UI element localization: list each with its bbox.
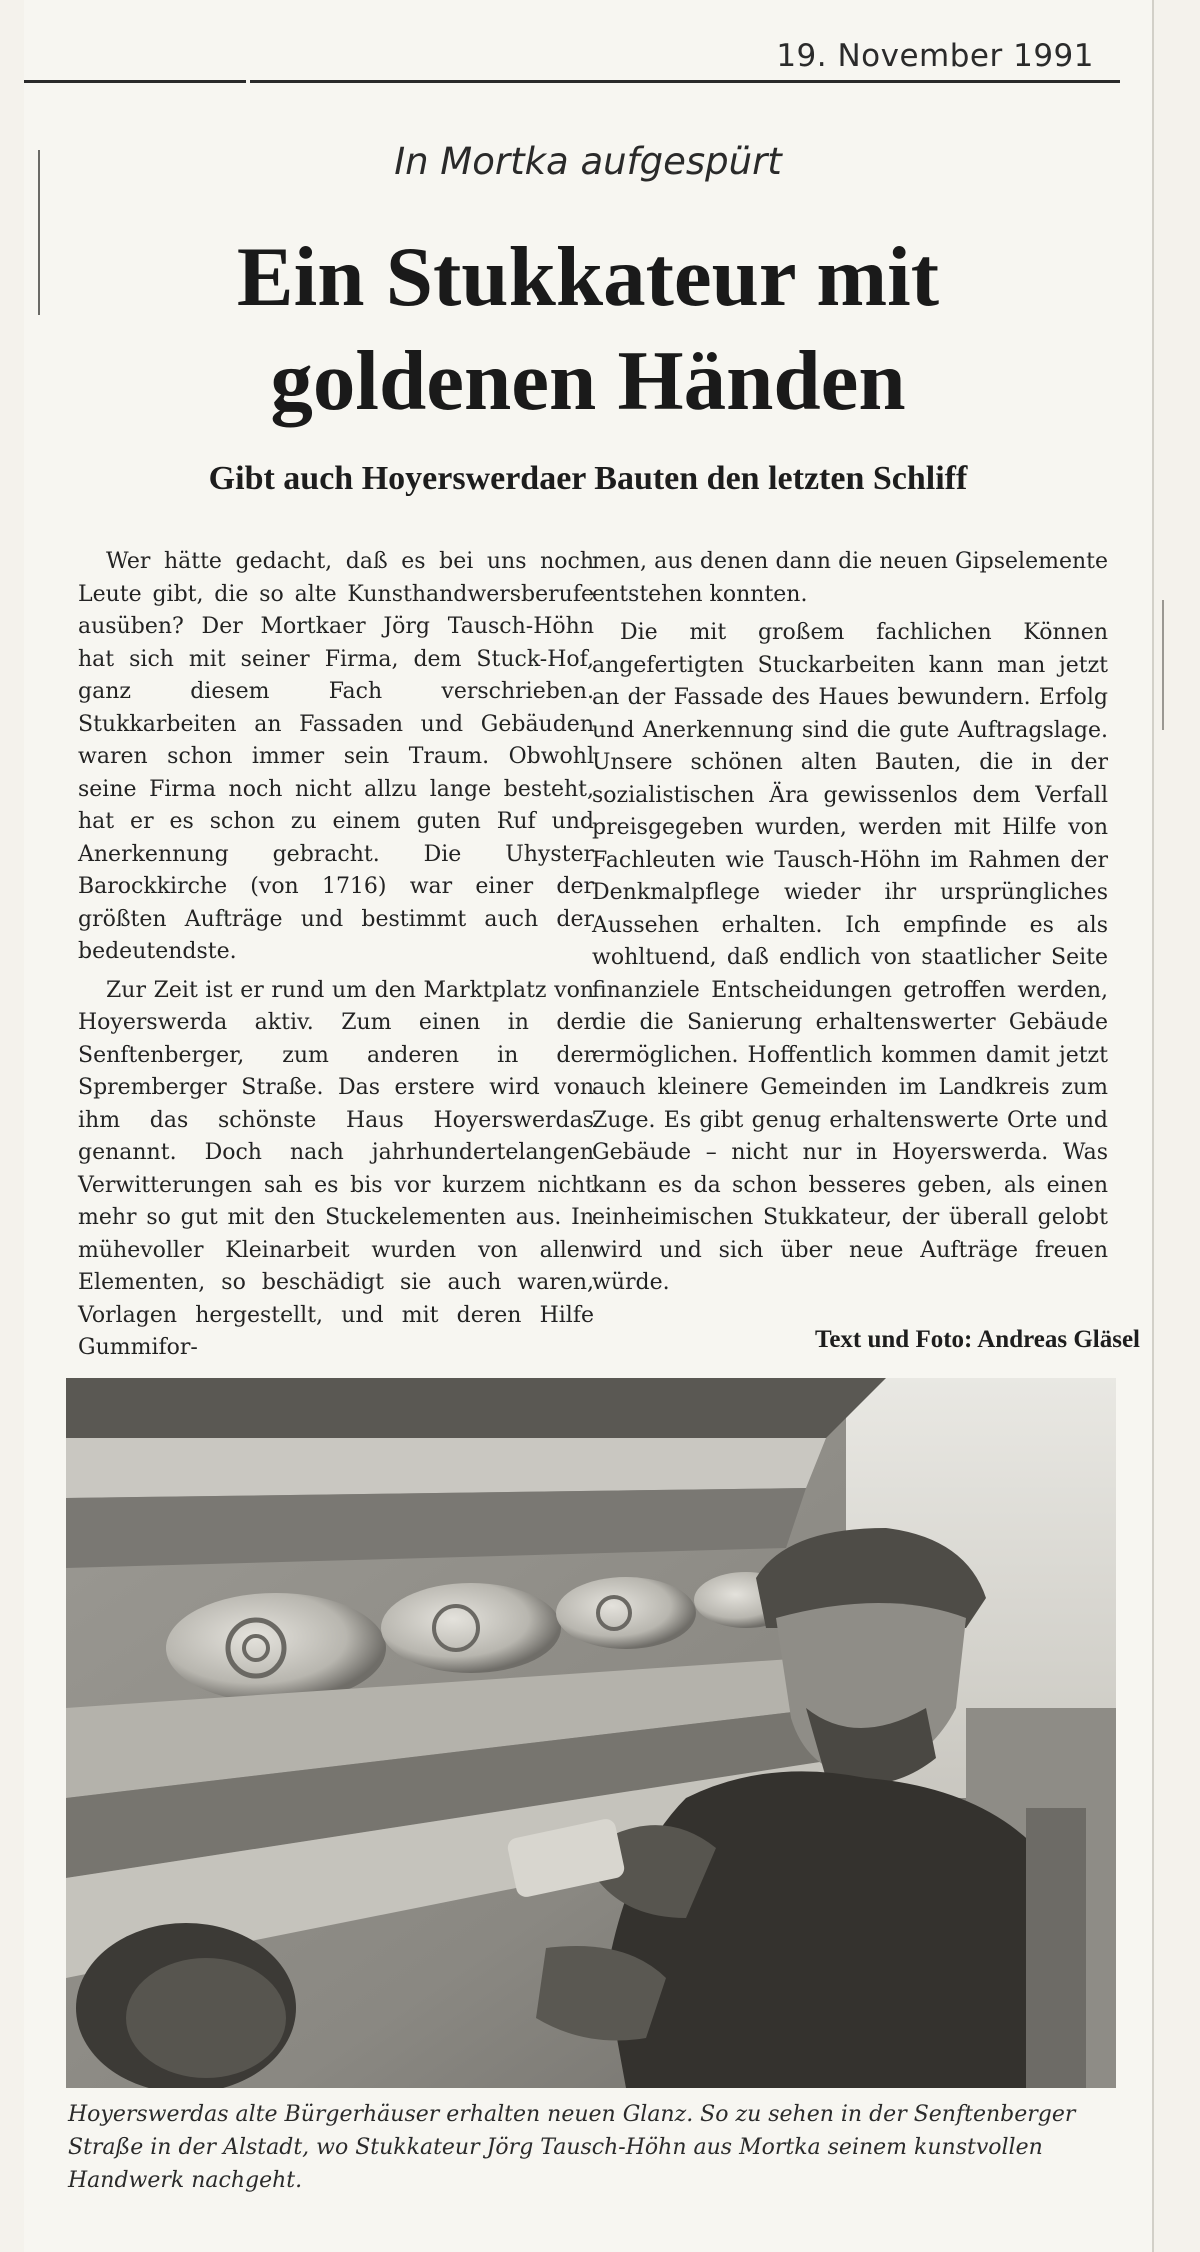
kicker: In Mortka aufgespürt [394, 140, 782, 183]
stucco-worker-photo [66, 1378, 1116, 2088]
issue-date: 19. November 1991 [776, 38, 1094, 74]
header-rule-left [24, 80, 246, 83]
article-paragraph: men, aus denen dann die neuen Gipselemente entstehen konnten. [592, 549, 1108, 607]
photo-caption: Hoyerswerdas alte Bürgerhäuser erhalten neuen Glanz. So zu sehen in der Senftenberger Straße in der Alstadt, wo Stukkateur Jörg Tausch-Höhn aus Mortka seinem kunstvollen Handwerk nachgeht. [68, 2102, 1076, 2193]
headline-line-1: Ein Stukkateur mit [236, 230, 940, 324]
newspaper-clipping [24, 0, 1154, 2252]
subheadline: Gibt auch Hoyerswerdaer Bauten den letzten Schliff [208, 460, 968, 497]
headline [24, 225, 1152, 433]
article-photo [66, 1378, 1116, 2088]
article-paragraph: Die mit großem fachlichen Können angefertigten Stuckarbeiten kann man jetzt an der Fassade des Haues bewundern. Erfolg und Anerkennung sind die gute Auftragslage. Unsere schönen alten Bauten, die in der sozialistischen Ära gewissenlos dem Verfall preisgegeben wurden, werden mit Hilfe von Fachleuten wie Tausch-Höhn im Rahmen der Denkmalpflege wieder ihr ursprüngliches Aussehen erhalten. Ich empfinde es als wohltuend, daß endlich von staatlicher Seite finanziele Entscheidungen getroffen werden, die die Sanierung erhaltenswerter Gebäude ermöglichen. Hoffentlich kommen damit jetzt auch kleinere Gemeinden im Landkreis zum Zuge. Es gibt genug erhaltenswerte Orte und Gebäude – nicht nur in Hoyerswerda. Was kann es da schon besseres geben, als einen einheimischen Stukkateur, der überall gelobt wird und sich über neue Aufträge freuen würde. [592, 620, 1108, 1295]
article-paragraph: Zur Zeit ist er rund um den Marktplatz von Hoyerswerda aktiv. Zum einen in der Senftenberger, zum anderen in der Spremberger Straße. Das erstere wird von ihm das schönste Haus Hoyerswerdas genannt. Doch nach jahrhundertelangen Verwitterungen sah es bis vor kurzem nicht mehr so gut mit den Stuckelementen aus. In mühevoller Kleinarbeit wurden von allen Elementen, so beschädigt sie auch waren, Vorlagen hergestellt, und mit deren Hilfe Gummifor- [78, 977, 594, 1360]
article-column-right [592, 546, 1108, 1300]
fold-mark [1162, 600, 1164, 730]
author-credit: Text und Foto: Andreas Gläsel [814, 1326, 1140, 1353]
article-column-left [78, 546, 594, 1365]
article-paragraph: Wer hätte gedacht, daß es bei uns noch Leute gibt, die so alte Kunsthandwersberufe ausüben? Der Mortkaer Jörg Tausch-Höhn hat sich mit seiner Firma, dem Stuck-Hof, ganz diesem Fach verschrieben. Stukkarbeiten an Fassaden und Gebäuden waren schon immer sein Traum. Obwohl seine Firma noch nicht allzu lange besteht, hat er es schon zu einem guten Ruf und Anerkennung gebracht. Die Uhyster Barockkirche (von 1716) war einer der größten Aufträge und bestimmt auch der bedeutendste. [78, 549, 594, 964]
headline-line-2: goldenen Händen [270, 334, 906, 428]
header-rule-right [250, 80, 1120, 83]
